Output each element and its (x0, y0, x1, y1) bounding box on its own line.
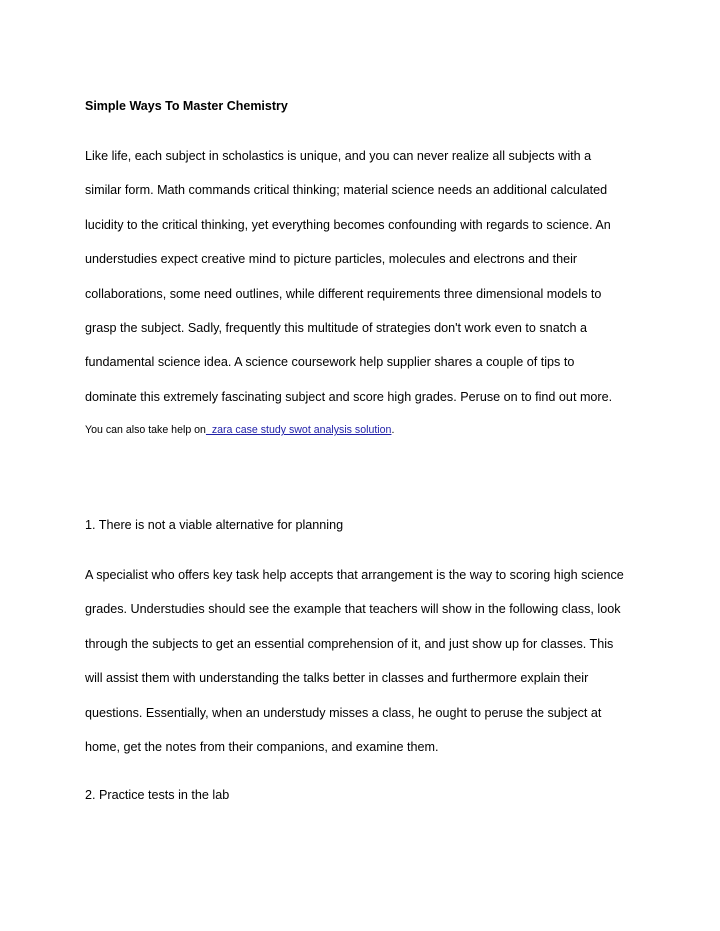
intro-paragraph (85, 139, 685, 414)
section2-heading: 2. Practice tests in the lab (85, 788, 230, 802)
text-line: through the subjects to get an essential comprehension of it, and just show up for classes. This (85, 636, 614, 651)
section1-paragraph (85, 558, 685, 764)
swot-analysis-link[interactable]: zara case study swot analysis solution (205, 424, 392, 436)
text-line: similar form. Math commands critical thinking; material science needs an additional calculated (85, 183, 608, 198)
document-title: Simple Ways To Master Chemistry (85, 99, 288, 113)
text-line: dominate this extremely fascinating subject and score high grades. Peruse on to find out more. (85, 389, 613, 404)
text-line: Like life, each subject in scholastics is unique, and you can never realize all subjects with a (85, 149, 592, 163)
text-line: questions. Essentially, when an understudy misses a class, he ought to peruse the subject at (85, 705, 602, 720)
text-line: fundamental science idea. A science coursework help supplier shares a couple of tips to (85, 355, 575, 370)
text-line: A specialist who offers key task help accepts that arrangement is the way to scoring high science (85, 568, 624, 582)
note-prefix: You can also take help on (85, 424, 206, 436)
text-line: understudies expect creative mind to picture particles, molecules and electrons and their (85, 252, 578, 267)
help-note (85, 424, 394, 436)
text-line: collaborations, some need outlines, while different requirements three dimensional models to (85, 286, 602, 301)
document-page (85, 0, 685, 931)
text-line: home, get the notes from their companions, and examine them. (85, 739, 439, 754)
text-line: grasp the subject. Sadly, frequently this multitude of strategies don't work even to snatch a (85, 320, 587, 335)
section1-heading: 1. There is not a viable alternative for planning (85, 518, 344, 532)
note-suffix: . (391, 424, 395, 436)
text-line: grades. Understudies should see the example that teachers will show in the following class, look (85, 602, 621, 617)
text-line: lucidity to the critical thinking, yet everything becomes confounding with regards to science. An (85, 217, 611, 232)
text-line: will assist them with understanding the talks better in classes and furthermore explain their (85, 671, 589, 686)
